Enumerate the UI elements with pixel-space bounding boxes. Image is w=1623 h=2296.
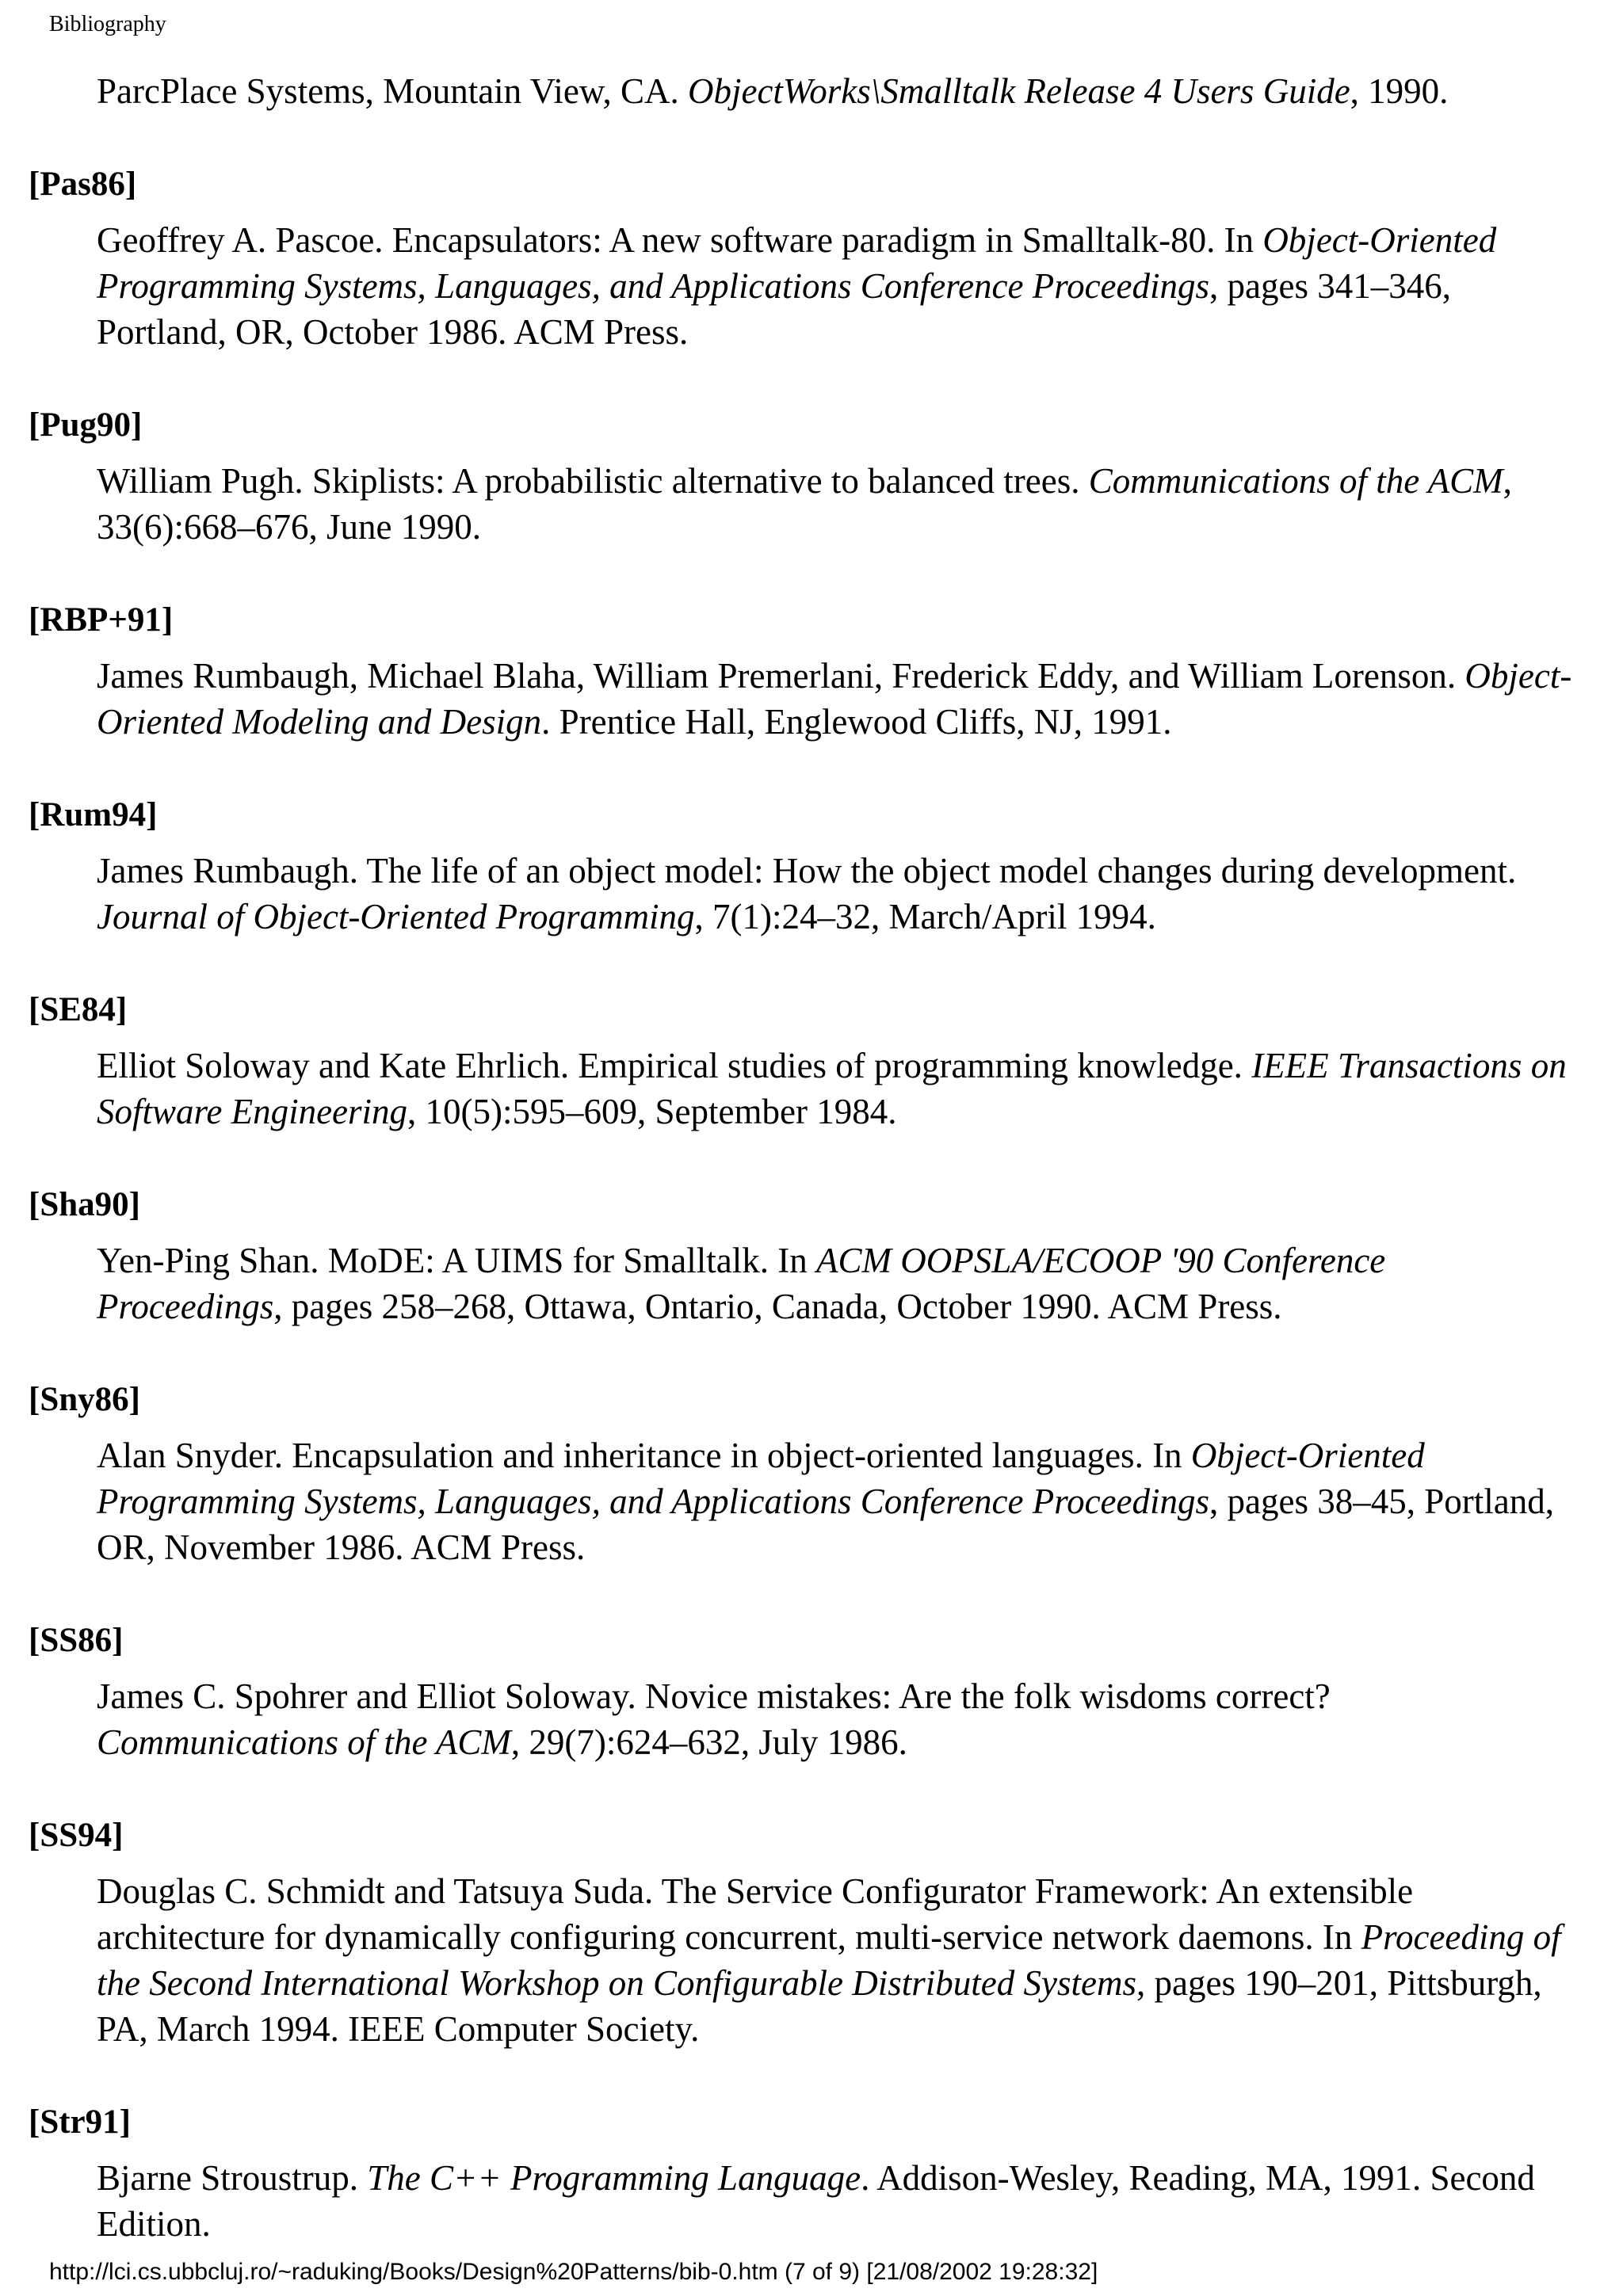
page-header-title: Bibliography (49, 12, 166, 36)
bib-key-rum94: [Rum94] (29, 796, 158, 833)
bib-entry-pug90: William Pugh. Skiplists: A probabilistic alternative to balanced trees. Communications of the ACM, 33(6):668–676, June 1990. (97, 461, 1512, 547)
bib-key-str91: [Str91] (29, 2103, 131, 2141)
bibliography-list (0, 68, 1623, 2247)
bib-key-ss86: [SS86] (29, 1622, 124, 1659)
bib-entry-se84: Elliot Soloway and Kate Ehrlich. Empirical studies of programming knowledge. IEEE Transactions on Software Engineering, 10(5):595–609, September 1984. (97, 1046, 1567, 1131)
bib-entry-rum94: James Rumbaugh. The life of an object model: How the object model changes during development. Journal of Object-Oriented Programming, 7(1):24–32, March/April 1994. (97, 851, 1517, 936)
bib-key-pug90: [Pug90] (29, 406, 143, 444)
bib-key-pas86: [Pas86] (29, 166, 137, 203)
bib-entry-str91: Bjarne Stroustrup. The C++ Programming Language. Addison-Wesley, Reading, MA, 1991. Second Edition. (97, 2158, 1535, 2244)
bib-entry-sny86: Alan Snyder. Encapsulation and inheritance in object-oriented languages. In Object-Oriented Programming Systems, Languages, and Applications Conference Proceedings, pages 38–45, Portland, OR, November 1986. ACM Press. (97, 1436, 1554, 1567)
bib-entry-parcplace: ParcPlace Systems, Mountain View, CA. ObjectWorks\Smalltalk Release 4 Users Guide, 1990. (97, 71, 1449, 111)
bib-entry-pas86: Geoffrey A. Pascoe. Encapsulators: A new software paradigm in Smalltalk-80. In Object-Oriented Programming Systems, Languages, and Applications Conference Proceedings, pages 341–346, Portland, OR, October 1986. ACM Press. (97, 220, 1497, 352)
page-footer-url: http://lci.cs.ubbcluj.ro/~raduking/Books/Design%20Patterns/bib-0.htm (7 of 9) [21/08/2002 19:28:32] (49, 2259, 1098, 2285)
bib-key-ss94: [SS94] (29, 1817, 124, 1854)
bib-entry-sha90: Yen-Ping Shan. MoDE: A UIMS for Smalltalk. In ACM OOPSLA/ECOOP '90 Conference Proceedings, pages 258–268, Ottawa, Ontario, Canada, October 1990. ACM Press. (97, 1241, 1386, 1326)
bib-key-sny86: [Sny86] (29, 1381, 140, 1418)
bib-entry-ss86: James C. Spohrer and Elliot Soloway. Novice mistakes: Are the folk wisdoms correct? Communications of the ACM, 29(7):624–632, July 1986. (97, 1676, 1331, 1762)
bib-key-sha90: [Sha90] (29, 1186, 140, 1223)
bib-key-rbp91: [RBP+91] (29, 601, 174, 639)
bib-entry-ss94: Douglas C. Schmidt and Tatsuya Suda. The Service Configurator Framework: An extensible architecture for dynamically configuring concurrent, multi-service network daemons. In Proceeding of the Second International Workshop on Configurable Distributed Systems, pages 190–201, Pittsburgh, PA, March 1994. IEEE Computer Society. (97, 1871, 1561, 2049)
bib-key-se84: [SE84] (29, 991, 128, 1028)
bib-entry-rbp91: James Rumbaugh, Michael Blaha, William Premerlani, Frederick Eddy, and William Lorenson. Object-Oriented Modeling and Design. Prentice Hall, Englewood Cliffs, NJ, 1991. (97, 656, 1572, 742)
